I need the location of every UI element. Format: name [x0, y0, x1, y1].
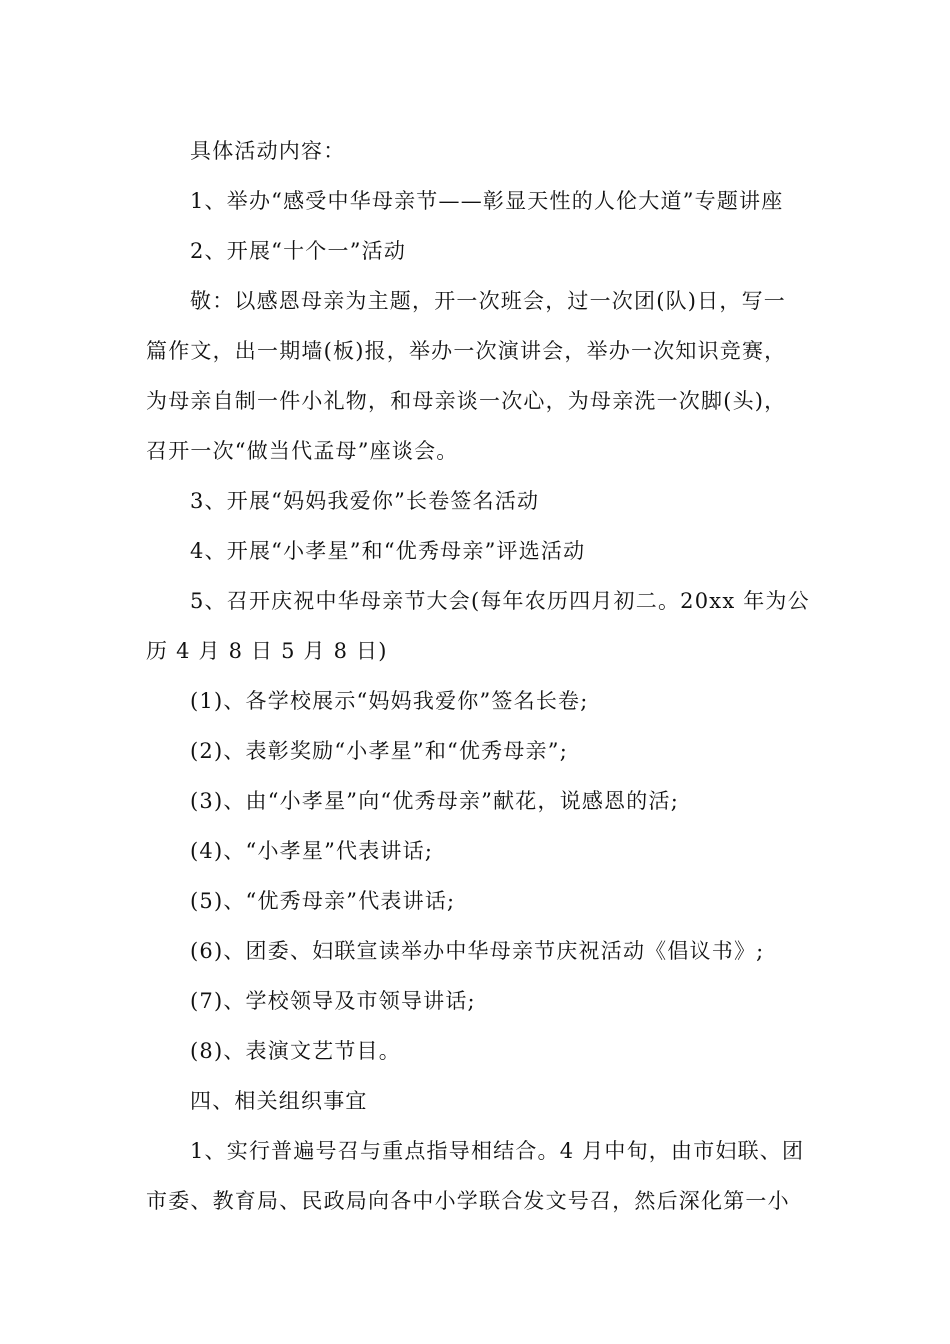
paragraph-line: 篇作文，出一期墙(板)报，举办一次演讲会，举办一次知识竞赛，	[146, 339, 787, 363]
sub-item-7: (7)、学校领导及市领导讲话;	[190, 989, 476, 1013]
paragraph-line: 历 4 月 8 日 5 月 8 日)	[146, 639, 388, 663]
sub-item-4: (4)、“小孝星”代表讲话;	[190, 839, 434, 863]
paragraph-line: 市委、教育局、民政局向各中小学联合发文号召，然后深化第一小	[146, 1189, 790, 1213]
sub-item-8: (8)、表演文艺节目。	[190, 1039, 401, 1063]
paragraph-line: 1、实行普遍号召与重点指导相结合。4 月中旬，由市妇联、团	[190, 1139, 805, 1163]
sub-item-3: (3)、由“小孝星”向“优秀母亲”献花，说感恩的活;	[190, 789, 679, 813]
list-item-4: 4、开展“小孝星”和“优秀母亲”评选活动	[190, 539, 586, 563]
section-heading-activities: 具体活动内容：	[190, 139, 346, 163]
list-item-2: 2、开展“十个一”活动	[190, 239, 407, 263]
list-item-3: 3、开展“妈妈我爱你”长卷签名活动	[190, 489, 540, 513]
sub-item-6: (6)、团委、妇联宣读举办中华母亲节庆祝活动《倡议书》;	[190, 939, 765, 963]
paragraph-line: 为母亲自制一件小礼物，和母亲谈一次心，为母亲洗一次脚(头)，	[146, 389, 787, 413]
sub-item-1: (1)、各学校展示“妈妈我爱你”签名长卷;	[190, 689, 589, 713]
sub-item-5: (5)、“优秀母亲”代表讲话;	[190, 889, 456, 913]
list-item-1: 1、举办“感受中华母亲节——彰显天性的人伦大道”专题讲座	[190, 189, 784, 213]
sub-item-2: (2)、表彰奖励“小孝星”和“优秀母亲”;	[190, 739, 568, 763]
list-item-5: 5、召开庆祝中华母亲节大会(每年农历四月初二。20xx 年为公	[190, 589, 810, 613]
section-heading-4: 四、相关组织事宜	[190, 1089, 368, 1113]
paragraph-line: 敬：以感恩母亲为主题，开一次班会，过一次团(队)日，写一	[190, 289, 786, 313]
paragraph-line: 召开一次“做当代孟母”座谈会。	[146, 439, 459, 463]
